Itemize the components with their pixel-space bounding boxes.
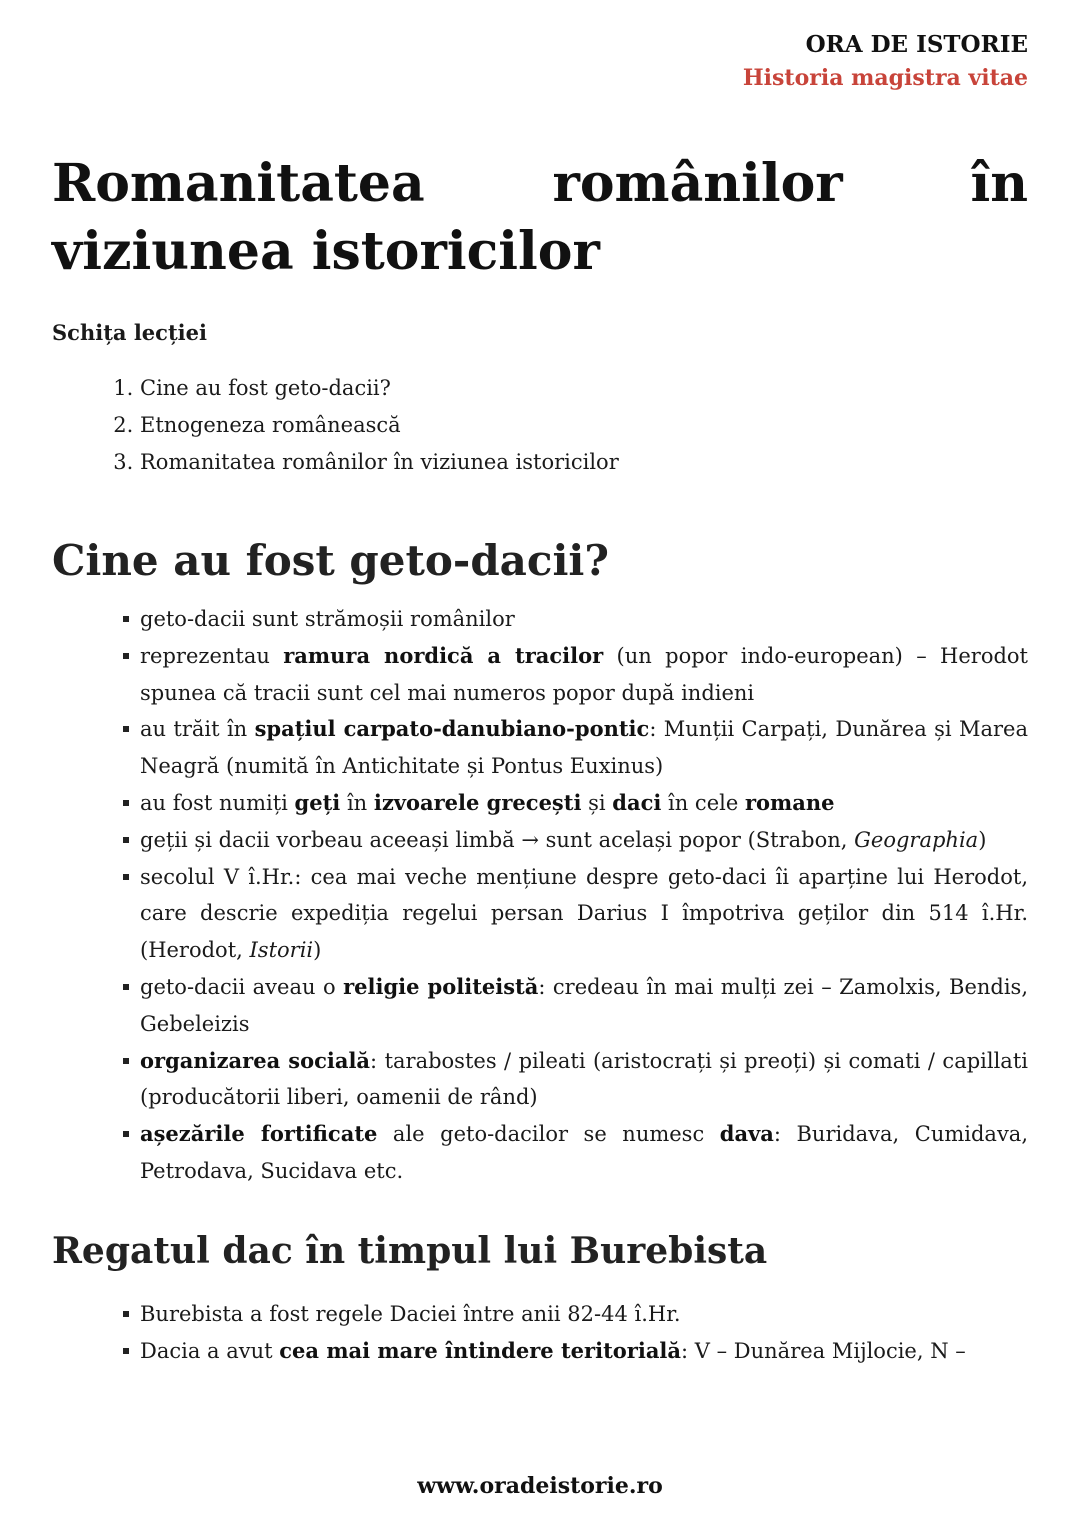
list-item: Dacia a avut cea mai mare întindere teritorială: V – Dunărea Mijlocie, N –	[140, 1333, 1028, 1370]
burebista-list	[52, 1296, 1028, 1370]
list-item: secolul V î.Hr.: cea mai veche mențiune despre geto-daci îi aparține lui Herodot, care descrie expediția regelui persan Darius I împotriva geților din 514 î.Hr. (Herodot, Istorii)	[140, 859, 1028, 969]
list-item: geto-dacii aveau o religie politeistă: credeau în mai mulți zei – Zamolxis, Bendis, Gebeleizis	[140, 969, 1028, 1043]
geto-dacii-list	[52, 601, 1028, 1190]
outline-title: Schița lecției	[52, 320, 207, 345]
list-item: așezările fortificate ale geto-dacilor se numesc dava: Buridava, Cumidava, Petrodava, Sucidava etc.	[140, 1116, 1028, 1190]
section-heading-burebista: Regatul dac în timpul lui Burebista	[52, 1229, 768, 1272]
document-body	[52, 150, 1028, 1369]
list-item: geții și dacii vorbeau aceeași limbă → sunt același popor (Strabon, Geographia)	[140, 822, 1028, 859]
site-motto: Historia magistra vitae	[742, 65, 1028, 91]
outline-item: 2. Etnogeneza românească	[140, 407, 1028, 444]
page-header	[743, 30, 1028, 96]
list-item: reprezentau ramura nordică a tracilor (un popor indo-european) – Herodot spunea că tracii sunt cel mai numeros popor după indieni	[140, 638, 1028, 712]
list-item: Burebista a fost regele Daciei între anii 82-44 î.Hr.	[140, 1296, 1028, 1333]
list-item: au fost numiți geți în izvoarele grecești și daci în cele romane	[140, 785, 1028, 822]
site-brand: ORA DE ISTORIE	[805, 31, 1028, 58]
page-title: Romanitatea românilor în viziunea istoricilor	[52, 153, 1028, 282]
list-item: organizarea socială: tarabostes / pileati (aristocrați și preoți) și comati / capillati (producătorii liberi, oamenii de rând)	[140, 1043, 1028, 1117]
list-item: au trăit în spațiul carpato-danubiano-pontic: Munții Carpați, Dunărea și Marea Neagră (numită în Antichitate și Pontus Euxinus)	[140, 711, 1028, 785]
outline-item: 1. Cine au fost geto-dacii?	[140, 370, 1028, 407]
lesson-outline	[52, 370, 1028, 481]
outline-item: 3. Romanitatea românilor în viziunea istoricilor	[140, 444, 1028, 481]
list-item: geto-dacii sunt strămoșii românilor	[140, 601, 1028, 638]
footer-url: www.oradeistorie.ro	[417, 1473, 663, 1499]
section-heading-geto-dacii: Cine au fost geto-dacii?	[52, 536, 609, 585]
